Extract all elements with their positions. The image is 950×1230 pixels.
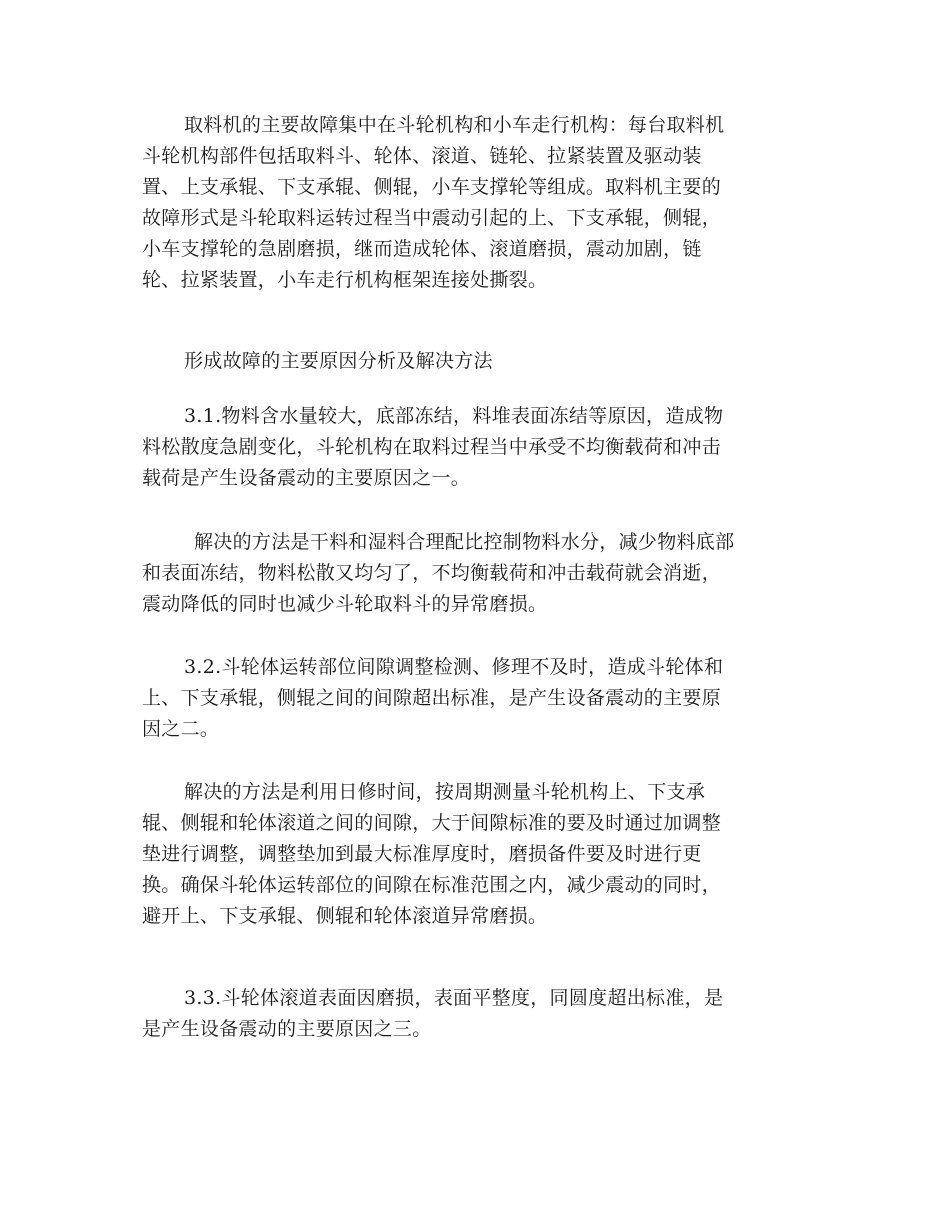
text-line: 斗轮机构部件包括取料斗、轮体、滚道、链轮、拉紧装置及驱动装	[142, 145, 702, 167]
text-line: 轮、拉紧装置，小车走行机构框架连接处撕裂。	[142, 269, 548, 291]
text-line: 取料机的主要故障集中在斗轮机构和小车走行机构：每台取料机	[184, 114, 725, 136]
text-line: 垫进行调整，调整垫加到最大标准厚度时，磨损备件要及时进行更	[142, 843, 702, 865]
text-line: 换。确保斗轮体运转部位的间隙在标准范围之内，减少震动的同时，	[142, 874, 722, 896]
text-line: 形成故障的主要原因分析及解决方法	[184, 350, 493, 372]
paragraph-cause-1	[142, 401, 802, 494]
text-line: 料松散度急剧变化，斗轮机构在取料过程当中承受不均衡载荷和冲击	[142, 436, 722, 458]
text-line: 3.1.物料含水量较大，底部冻结，料堆表面冻结等原因，造成物	[184, 405, 724, 427]
text-line: 解决的方法是干料和湿料合理配比控制物料水分，减少物料底部	[194, 531, 735, 553]
text-line: 故障形式是斗轮取料运转过程当中震动引起的上、下支承辊，侧辊，	[142, 207, 722, 229]
text-line: 置、上支承辊、下支承辊、侧辊，小车支撑轮等组成。取料机主要的	[142, 176, 722, 198]
paragraph-solution-2	[142, 777, 802, 932]
text-line: 上、下支承辊，侧辊之间的间隙超出标准，是产生设备震动的主要原	[142, 687, 722, 709]
paragraph-fault-overview	[142, 110, 802, 296]
text-line: 因之二。	[142, 718, 220, 740]
text-line: 解决的方法是利用日修时间，按周期测量斗轮机构上、下支承	[184, 781, 706, 803]
text-line: 辊、侧辊和轮体滚道之间的间隙，大于间隙标准的要及时通过加调整	[142, 812, 722, 834]
text-line: 避开上、下支承辊、侧辊和轮体滚道异常磨损。	[142, 905, 548, 927]
text-line: 载荷是产生设备震动的主要原因之一。	[142, 467, 471, 489]
text-line: 3.3.斗轮体滚道表面因磨损，表面平整度，同圆度超出标准，是	[184, 987, 724, 1009]
text-line: 3.2.斗轮体运转部位间隙调整检测、修理不及时，造成斗轮体和	[184, 656, 724, 678]
paragraph-solution-1	[142, 527, 802, 620]
text-line: 小车支撑轮的急剧磨损，继而造成轮体、滚道磨损，震动加剧，链	[142, 238, 702, 260]
paragraph-cause-2	[142, 652, 802, 745]
text-line: 震动降低的同时也减少斗轮取料斗的异常磨损。	[142, 593, 548, 615]
paragraph-cause-3	[142, 983, 802, 1045]
text-line: 是产生设备震动的主要原因之三。	[142, 1018, 432, 1040]
section-heading	[142, 346, 802, 377]
text-line: 和表面冻结，物料松散又均匀了，不均衡载荷和冲击载荷就会消逝，	[142, 562, 722, 584]
